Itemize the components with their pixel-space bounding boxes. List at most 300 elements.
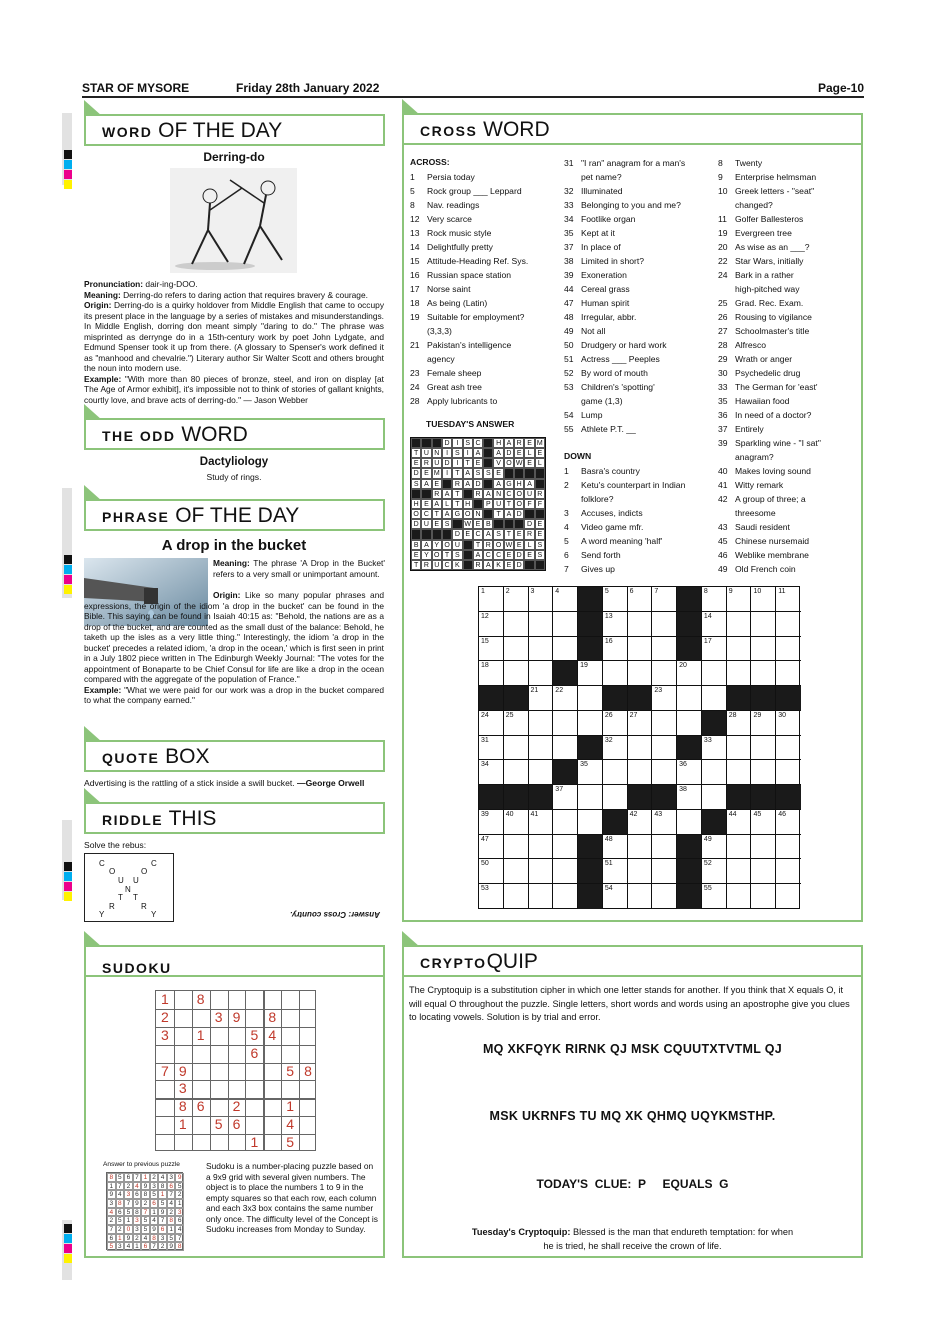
sudoku-cell[interactable]: [156, 1080, 174, 1098]
crossword-cell[interactable]: [628, 637, 653, 662]
crossword-cell[interactable]: [776, 760, 801, 785]
crossword-cell[interactable]: 16: [603, 637, 628, 662]
crossword-cell[interactable]: 27: [628, 711, 653, 736]
crossword-cell[interactable]: [628, 859, 653, 884]
sudoku-cell[interactable]: 4: [286, 1116, 295, 1133]
crossword-cell[interactable]: [652, 637, 677, 662]
crossword-cell[interactable]: 37: [553, 785, 578, 810]
crossword-cell[interactable]: [529, 711, 554, 736]
crossword-cell[interactable]: 44: [727, 810, 752, 835]
answer-letter: E: [432, 519, 442, 529]
black-square: [553, 661, 578, 686]
clue-item: [564, 394, 685, 408]
sudoku-cell[interactable]: 1: [178, 1116, 187, 1133]
crossword-cell[interactable]: [751, 884, 776, 909]
sudoku-cell[interactable]: [228, 1027, 246, 1045]
sudoku-cell[interactable]: [263, 1063, 281, 1081]
sudoku-cell[interactable]: [299, 1098, 317, 1116]
clue-text: A group of three; a: [735, 494, 806, 504]
title-big: THIS: [168, 807, 217, 830]
crossword-cell[interactable]: 3: [529, 587, 554, 612]
answer-digit: 3: [167, 1173, 176, 1182]
crossword-cell[interactable]: [578, 810, 603, 835]
answer-digit: 3: [133, 1216, 142, 1225]
sudoku-cell[interactable]: [156, 1045, 174, 1063]
crossword-cell[interactable]: 22: [553, 686, 578, 711]
answer-letter: D: [504, 448, 514, 458]
crossword-cell[interactable]: [776, 637, 801, 662]
sudoku-cell[interactable]: [174, 991, 192, 1009]
crossword-cell[interactable]: [504, 859, 529, 884]
sudoku-cell[interactable]: [245, 1080, 263, 1098]
sudoku-cell[interactable]: 1: [161, 991, 169, 1007]
sudoku-cell[interactable]: [210, 1027, 228, 1045]
crossword-cell[interactable]: [677, 686, 702, 711]
crossword-cell[interactable]: [529, 760, 554, 785]
crossword-cell[interactable]: [504, 736, 529, 761]
title-small: SUDOKU: [102, 960, 172, 976]
clue-item: [718, 212, 821, 226]
sudoku-cell[interactable]: 6: [232, 1116, 241, 1133]
crossword-cell[interactable]: 34: [479, 760, 504, 785]
corner-flag-icon: [84, 931, 102, 947]
rebus-letter: O: [109, 867, 116, 876]
crossword-cell[interactable]: [751, 760, 776, 785]
crossword-cell[interactable]: [504, 760, 529, 785]
black-square: [463, 489, 473, 499]
crossword-cell[interactable]: [553, 859, 578, 884]
crossword-cell[interactable]: [504, 637, 529, 662]
answer-letter: C: [442, 560, 452, 570]
crossword-cell[interactable]: [751, 637, 776, 662]
clue-number: 18: [410, 298, 420, 308]
crossword-cell[interactable]: [652, 612, 677, 637]
crossword-cell[interactable]: [603, 785, 628, 810]
crossword-cell[interactable]: 8: [702, 587, 727, 612]
sudoku-cell[interactable]: 3: [178, 1080, 187, 1097]
crossword-cell[interactable]: 9: [727, 587, 752, 612]
sudoku-cell[interactable]: 1: [286, 1098, 295, 1115]
sudoku-cell[interactable]: [156, 1116, 174, 1134]
clue-number: 23: [410, 368, 420, 378]
sudoku-cell[interactable]: [245, 1063, 263, 1081]
clue-text: Schoolmaster's title: [735, 326, 810, 336]
sudoku-cell[interactable]: [299, 1027, 317, 1045]
clue-number: 54: [564, 410, 574, 420]
sudoku-cell[interactable]: [174, 1009, 192, 1027]
clue-item: [718, 534, 821, 548]
clue-number: 42: [718, 494, 728, 504]
answer-letter: D: [442, 458, 452, 468]
clue-text: Greek letters - "seat": [735, 186, 815, 196]
crossword-cell[interactable]: [553, 637, 578, 662]
crossword-cell[interactable]: [751, 835, 776, 860]
answer-letter: Y: [421, 550, 431, 560]
crossword-cell[interactable]: 21: [529, 686, 554, 711]
clue-number: 49: [718, 564, 728, 574]
crossword-cell[interactable]: 4: [553, 587, 578, 612]
crossword-cell[interactable]: 51: [603, 859, 628, 884]
crossword-cell[interactable]: [628, 736, 653, 761]
crossword-cell[interactable]: [727, 637, 752, 662]
crossword-cell[interactable]: [529, 661, 554, 686]
answer-digit: 1: [167, 1225, 176, 1234]
crossword-cell[interactable]: [553, 810, 578, 835]
sudoku-cell[interactable]: 9: [232, 1008, 241, 1025]
crossword-cell[interactable]: 19: [578, 661, 603, 686]
corner-flag-icon: [84, 100, 102, 116]
crossword-cell[interactable]: [776, 661, 801, 686]
crossword-cell[interactable]: [553, 736, 578, 761]
clue-text: changed?: [735, 200, 773, 210]
crossword-cell[interactable]: [529, 884, 554, 909]
crossword-cell[interactable]: 5: [603, 587, 628, 612]
sudoku-cell[interactable]: 3: [214, 1008, 223, 1025]
sudoku-cell[interactable]: [281, 991, 299, 1009]
sudoku-cell[interactable]: [210, 1098, 228, 1116]
sudoku-cell[interactable]: [299, 1134, 317, 1152]
black-square: [463, 540, 473, 550]
crossword-cell[interactable]: [578, 686, 603, 711]
crossword-cell[interactable]: [727, 884, 752, 909]
sudoku-cell[interactable]: [263, 1098, 281, 1116]
sudoku-cell[interactable]: [299, 991, 317, 1009]
crossword-cell[interactable]: 12: [479, 612, 504, 637]
sudoku-cell[interactable]: [245, 991, 263, 1009]
phrase-meaning-block: [213, 558, 385, 579]
crossword-cell[interactable]: [504, 612, 529, 637]
crossword-cell[interactable]: 24: [479, 711, 504, 736]
crossword-cell[interactable]: 20: [677, 661, 702, 686]
sudoku-cell[interactable]: [228, 1134, 246, 1152]
sudoku-cell[interactable]: 8: [268, 1008, 277, 1025]
answer-digit: 0: [124, 1225, 133, 1234]
crossword-cell[interactable]: 11: [776, 587, 801, 612]
crossword-cell[interactable]: [504, 884, 529, 909]
crossword-cell[interactable]: 41: [529, 810, 554, 835]
crossword-cell[interactable]: [652, 711, 677, 736]
crossword-cell[interactable]: [776, 736, 801, 761]
answer-letter: M: [535, 438, 545, 448]
crossword-cell[interactable]: [628, 884, 653, 909]
clue-number: 10: [718, 186, 728, 196]
sudoku-cell[interactable]: 5: [286, 1062, 295, 1079]
answer-digit: 9: [150, 1225, 159, 1234]
sudoku-cell[interactable]: 4: [268, 1026, 277, 1043]
sudoku-cell[interactable]: 1: [196, 1026, 205, 1043]
crossword-cell[interactable]: 35: [578, 760, 603, 785]
sudoku-cell[interactable]: [228, 1045, 246, 1063]
crossword-cell[interactable]: [628, 612, 653, 637]
crossword-cell[interactable]: 33: [702, 736, 727, 761]
sudoku-cell[interactable]: [192, 1045, 210, 1063]
quote-title-box: [84, 740, 385, 772]
answer-digit: 1: [116, 1234, 125, 1243]
sudoku-cell[interactable]: [174, 1045, 192, 1063]
corner-flag-icon: [84, 788, 102, 804]
crossword-cell[interactable]: 40: [504, 810, 529, 835]
crossword-cell[interactable]: 42: [628, 810, 653, 835]
answer-digit: 7: [141, 1208, 150, 1217]
crossword-cell[interactable]: 46: [776, 810, 801, 835]
sudoku-cell[interactable]: [156, 1134, 174, 1152]
crossword-grid: [478, 586, 800, 909]
crossword-cell[interactable]: 32: [603, 736, 628, 761]
crossword-cell[interactable]: [702, 686, 727, 711]
sudoku-cell[interactable]: 9: [178, 1062, 187, 1079]
sudoku-cell[interactable]: [210, 991, 228, 1009]
black-square: [727, 686, 752, 711]
sudoku-cell[interactable]: [263, 1045, 281, 1063]
crossword-cell[interactable]: [529, 859, 554, 884]
crossword-cell[interactable]: 49: [702, 835, 727, 860]
clue-item: [564, 254, 685, 268]
sudoku-cell[interactable]: [228, 1063, 246, 1081]
crossword-cell[interactable]: 15: [479, 637, 504, 662]
crossword-cell[interactable]: [776, 884, 801, 909]
crossword-cell[interactable]: [652, 859, 677, 884]
answer-digit: 2: [107, 1216, 116, 1225]
answer-digit: 5: [107, 1242, 116, 1251]
sudoku-cell[interactable]: [263, 1134, 281, 1152]
crossword-cell[interactable]: 17: [702, 637, 727, 662]
clue-text: Hawaiian food: [735, 396, 790, 406]
crossword-cell[interactable]: [727, 661, 752, 686]
clue-text: Very scarce: [427, 214, 472, 224]
crossword-cell[interactable]: [751, 736, 776, 761]
crossword-cell[interactable]: [702, 661, 727, 686]
crossword-cell[interactable]: [504, 835, 529, 860]
answer-digit: 2: [167, 1208, 176, 1217]
crossword-cell[interactable]: [727, 859, 752, 884]
sudoku-cell[interactable]: [281, 1009, 299, 1027]
crossword-cell[interactable]: 28: [727, 711, 752, 736]
sudoku-cell[interactable]: 5: [250, 1026, 259, 1043]
crossword-cell[interactable]: [776, 859, 801, 884]
crossword-cell[interactable]: [776, 612, 801, 637]
crossword-cell[interactable]: [652, 736, 677, 761]
crossword-cell[interactable]: [751, 612, 776, 637]
sudoku-cell[interactable]: 5: [214, 1116, 223, 1133]
clue-number: 1: [564, 466, 569, 476]
origin: Derring-do is a quirky holdover from Middle English that came to occupy its present place in the language by a series of mistakes and misunderstandings. In Middle English, dorring don meant simply "daring to do." The phrase was misprinted as derrynge do in a 15th-century work by poet John Lydgate, and Edmund Spenser took it up from there. (A glossary to Spenser's work defined it as "manhood and chevalrie.") Literary author Sir Walter Scott and others brought the noun into modern use.: [84, 300, 385, 373]
crossword-cell[interactable]: [553, 711, 578, 736]
crossword-cell[interactable]: [578, 711, 603, 736]
crossword-cell[interactable]: [603, 661, 628, 686]
origin-label: Origin:: [213, 590, 241, 600]
clue-number: 37: [718, 424, 728, 434]
crossword-cell[interactable]: 6: [628, 587, 653, 612]
clue-item: [718, 464, 821, 478]
black-square: [442, 479, 452, 489]
sudoku-cell[interactable]: [210, 1134, 228, 1152]
crossword-cell[interactable]: 13: [603, 612, 628, 637]
clue-text: Makes loving sound: [735, 466, 811, 476]
clue-number: 7: [564, 564, 569, 574]
sudoku-cell[interactable]: [174, 1027, 192, 1045]
sudoku-cell[interactable]: [299, 1009, 317, 1027]
answer-letter: T: [463, 458, 473, 468]
crossword-cell[interactable]: 31: [479, 736, 504, 761]
sudoku-cell[interactable]: [299, 1116, 317, 1134]
crossword-cell[interactable]: 1: [479, 587, 504, 612]
crossword-cell[interactable]: 26: [603, 711, 628, 736]
answer-letter: E: [463, 529, 473, 539]
answer-digit: 5: [141, 1216, 150, 1225]
sudoku-cell[interactable]: [192, 1134, 210, 1152]
sudoku-cell[interactable]: 2: [232, 1098, 241, 1115]
sudoku-cell[interactable]: 5: [286, 1134, 295, 1151]
sudoku-cell[interactable]: [192, 1063, 210, 1081]
crossword-cell[interactable]: 39: [479, 810, 504, 835]
sudoku-cell[interactable]: [263, 1116, 281, 1134]
crossword-cell[interactable]: 53: [479, 884, 504, 909]
crossword-cell[interactable]: 50: [479, 859, 504, 884]
crossword-cell[interactable]: 43: [652, 810, 677, 835]
clue-number: 34: [564, 214, 574, 224]
crossword-cell[interactable]: [628, 760, 653, 785]
answer-digit: 2: [150, 1173, 159, 1182]
answer-digit: 8: [141, 1190, 150, 1199]
crossword-cell[interactable]: [652, 884, 677, 909]
crossword-cell[interactable]: [529, 835, 554, 860]
answer-letter: R: [524, 529, 534, 539]
crossword-cell[interactable]: [727, 612, 752, 637]
crossword-cell[interactable]: [776, 835, 801, 860]
sudoku-cell[interactable]: [299, 1080, 317, 1098]
crossword-cell[interactable]: [628, 661, 653, 686]
sudoku-cell[interactable]: 6: [196, 1098, 205, 1115]
answer-digit: 4: [116, 1190, 125, 1199]
clue-number: 33: [564, 200, 574, 210]
crossword-cell[interactable]: [652, 760, 677, 785]
crossword-cell[interactable]: [578, 785, 603, 810]
sudoku-cell[interactable]: [263, 1080, 281, 1098]
sudoku-cell[interactable]: [192, 1080, 210, 1098]
sudoku-cell[interactable]: 2: [161, 1008, 169, 1025]
clue-item: [718, 450, 821, 464]
answer-digit: 1: [133, 1242, 142, 1251]
clue-item: [718, 170, 821, 184]
black-square: [677, 637, 702, 662]
sudoku-cell[interactable]: 7: [161, 1062, 169, 1079]
sudoku-cell[interactable]: [263, 991, 281, 1009]
crossword-cell[interactable]: 36: [677, 760, 702, 785]
crossword-cell[interactable]: 23: [652, 686, 677, 711]
answer-letter: O: [432, 550, 442, 560]
sudoku-cell[interactable]: [210, 1080, 228, 1098]
sudoku-cell[interactable]: [245, 1098, 263, 1116]
answer-letter: O: [514, 499, 524, 509]
clue-text: Sparkling wine - "I sat": [735, 438, 821, 448]
sudoku-cell[interactable]: [245, 1116, 263, 1134]
sudoku-cell[interactable]: [156, 1098, 174, 1116]
answer-letter: E: [535, 519, 545, 529]
sudoku-cell[interactable]: [245, 1009, 263, 1027]
crossword-cell[interactable]: [727, 760, 752, 785]
answer-digit: 1: [107, 1182, 116, 1191]
crossword-cell[interactable]: [727, 736, 752, 761]
crossword-cell[interactable]: 52: [702, 859, 727, 884]
sudoku-cell[interactable]: 8: [304, 1062, 312, 1079]
sudoku-cell[interactable]: [210, 1063, 228, 1081]
answer-letter: U: [432, 458, 442, 468]
sudoku-cell[interactable]: 8: [178, 1098, 187, 1115]
crossword-cell[interactable]: 10: [751, 587, 776, 612]
crossword-cell[interactable]: [628, 835, 653, 860]
black-square: [677, 736, 702, 761]
crossword-cell[interactable]: [727, 835, 752, 860]
sudoku-cell[interactable]: [281, 1027, 299, 1045]
origin-label: Origin:: [84, 300, 112, 310]
sudoku-cell[interactable]: [228, 991, 246, 1009]
crossword-cell[interactable]: [553, 884, 578, 909]
crossword-cell[interactable]: 18: [479, 661, 504, 686]
sudoku-cell[interactable]: 8: [196, 991, 205, 1007]
sudoku-cell[interactable]: 3: [161, 1026, 169, 1043]
sudoku-cell[interactable]: 6: [250, 1044, 259, 1061]
crossword-cell[interactable]: [553, 612, 578, 637]
sudoku-cell[interactable]: [192, 1116, 210, 1134]
crossword-cell[interactable]: [751, 859, 776, 884]
crossword-cell[interactable]: 45: [751, 810, 776, 835]
clue-item: [564, 324, 685, 338]
crossword-cell[interactable]: 14: [702, 612, 727, 637]
crossword-cell[interactable]: 25: [504, 711, 529, 736]
pron-label: Pronunciation:: [84, 279, 144, 289]
crossword-cell[interactable]: [751, 661, 776, 686]
sudoku-cell[interactable]: [174, 1134, 192, 1152]
sudoku-cell[interactable]: [281, 1080, 299, 1098]
crossword-cell[interactable]: 30: [776, 711, 801, 736]
sudoku-cell[interactable]: [299, 1045, 317, 1063]
crossword-cell[interactable]: 54: [603, 884, 628, 909]
crossword-cell[interactable]: [652, 835, 677, 860]
sudoku-cell[interactable]: [210, 1045, 228, 1063]
crossword-cell[interactable]: [677, 810, 702, 835]
crossword-cell[interactable]: [553, 835, 578, 860]
sudoku-cell[interactable]: [228, 1080, 246, 1098]
crossword-cell[interactable]: 29: [751, 711, 776, 736]
black-square: [524, 509, 534, 519]
crossword-cell[interactable]: [529, 736, 554, 761]
crossword-cell[interactable]: 2: [504, 587, 529, 612]
sudoku-cell[interactable]: 1: [250, 1134, 259, 1151]
crossword-cell[interactable]: [677, 711, 702, 736]
crossword-cell[interactable]: 47: [479, 835, 504, 860]
answer-digit: 4: [107, 1208, 116, 1217]
down-clues-col3: [718, 156, 821, 576]
crossword-cell[interactable]: [504, 661, 529, 686]
crossword-cell[interactable]: 7: [652, 587, 677, 612]
black-square: [411, 489, 421, 499]
crossword-cell[interactable]: [529, 612, 554, 637]
answer-letter: E: [411, 458, 421, 468]
crossword-cell[interactable]: [702, 760, 727, 785]
crossword-cell[interactable]: [529, 637, 554, 662]
crossword-cell[interactable]: 48: [603, 835, 628, 860]
crossword-cell[interactable]: 55: [702, 884, 727, 909]
clue-item: [564, 534, 685, 548]
answer-letter: R: [421, 458, 431, 468]
crossword-cell[interactable]: [652, 661, 677, 686]
crossword-cell[interactable]: [702, 785, 727, 810]
crossword-cell[interactable]: 38: [677, 785, 702, 810]
sudoku-cell[interactable]: [281, 1045, 299, 1063]
crossword-cell[interactable]: [603, 760, 628, 785]
sudoku-cell[interactable]: [192, 1009, 210, 1027]
answer-letter: D: [473, 479, 483, 489]
